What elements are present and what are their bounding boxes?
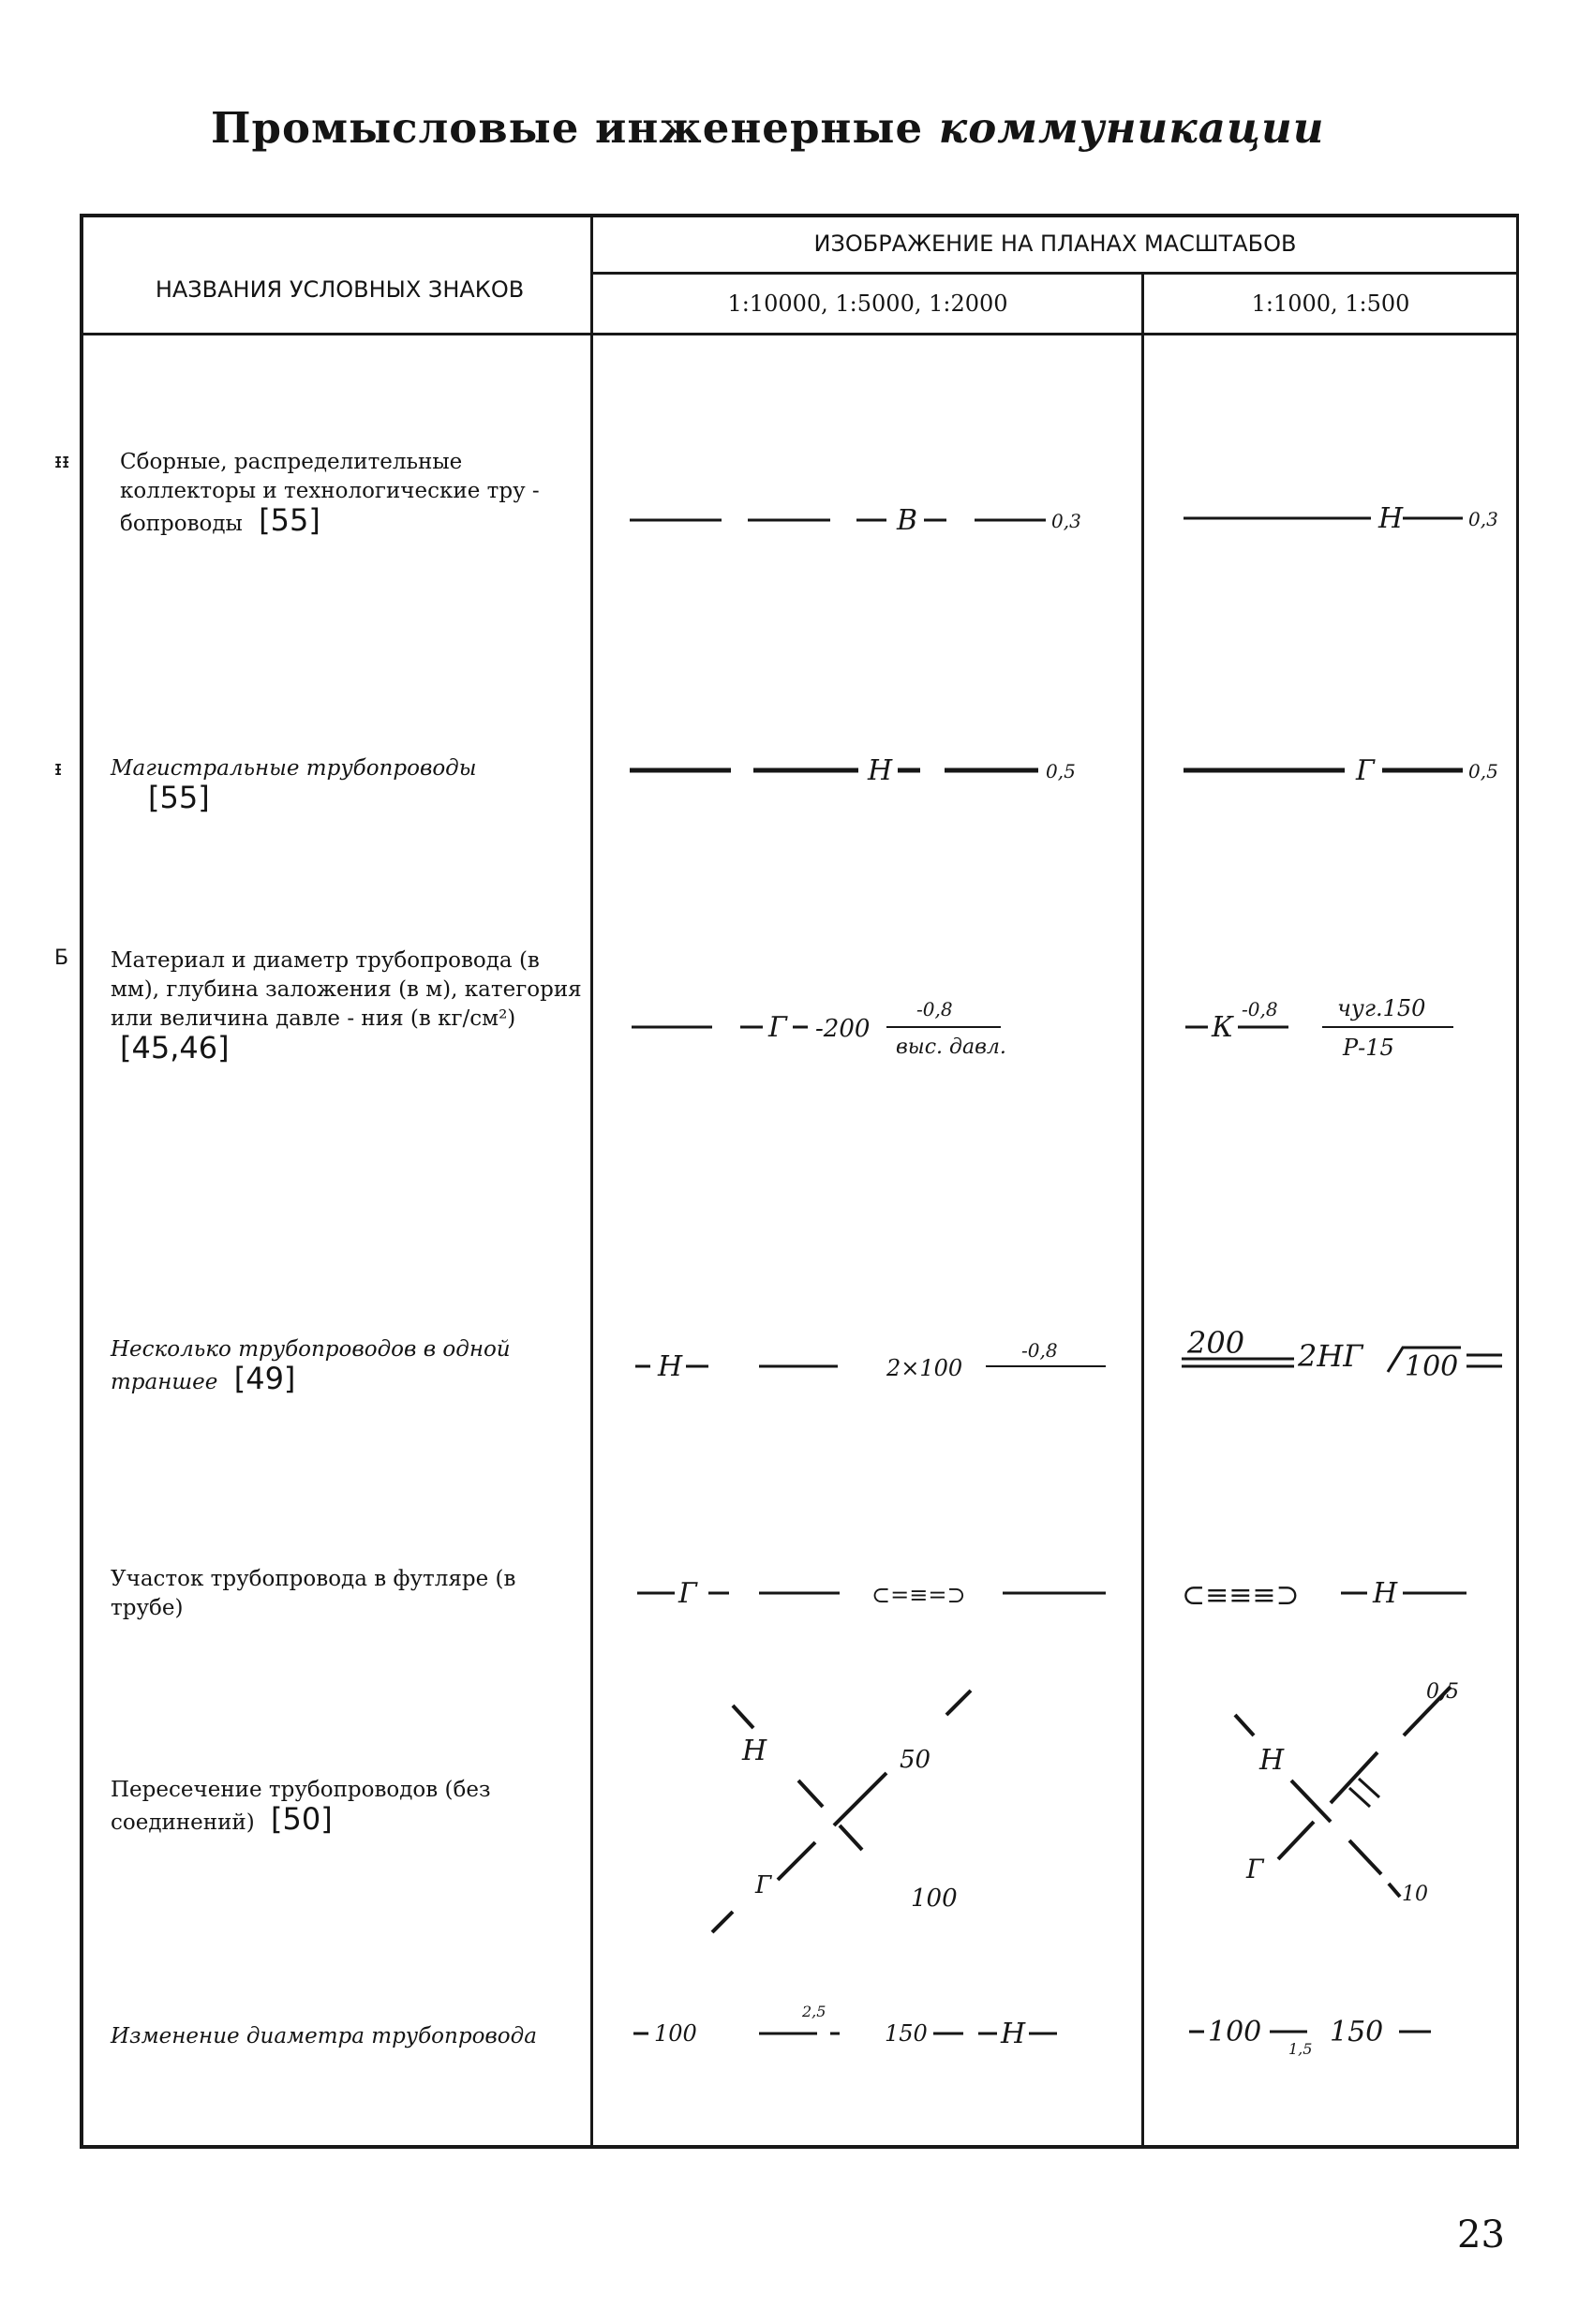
diameter-a: 100 <box>654 2020 697 2047</box>
header-scale-large: 1:1000, 1:500 <box>1251 290 1410 317</box>
row-name: Магистральные трубопроводы <box>111 756 477 781</box>
symbol-material-large <box>1157 984 1513 1068</box>
symbol-several-pipes-small <box>618 1329 1143 1394</box>
title-part-1: Промысловые инженерные <box>211 103 924 153</box>
row-ref: [50] <box>271 1801 333 1837</box>
count-label: 2×100 <box>886 1355 963 1381</box>
margin-mark-1: ᵻᵻ <box>54 450 70 473</box>
depth-label: -0,8 <box>916 998 953 1020</box>
row-name: Сборные, распределительные коллекторы и технологические тру - бопроводы <box>120 450 540 536</box>
diameter-a: 100 <box>1208 2016 1262 2048</box>
margin-mark-3: Б <box>54 946 69 970</box>
symbol-collectors-small <box>618 492 1143 548</box>
diameter-label: -200 <box>815 1015 871 1043</box>
symbol-crossing-large <box>1209 1649 1518 1930</box>
symbol-several-pipes-large <box>1157 1319 1513 1394</box>
symbol-main-pipelines-large <box>1157 742 1513 798</box>
symbol-collectors-large <box>1157 492 1513 548</box>
header-images: ИЗОБРАЖЕНИЕ НА ПЛАНАХ МАСШТАБОВ <box>813 231 1297 257</box>
diameter-b: 150 <box>885 2020 928 2047</box>
row-ref: [49] <box>233 1361 296 1396</box>
casing-symbol: ⊂=≡=⊃ <box>871 1582 966 1608</box>
row-ref: [55] <box>259 502 320 538</box>
depth-label: -0,8 <box>1021 1339 1058 1362</box>
category-label: Р-15 <box>1343 1035 1394 1061</box>
row-label-material-diameter <box>111 946 590 1066</box>
row-label-casing <box>111 1565 590 1623</box>
line-width-note: 0,5 <box>1046 760 1076 782</box>
symbol-letter: Н <box>658 1350 683 1383</box>
letter-a: Н <box>1259 1744 1285 1777</box>
line-width-note: 0,3 <box>1468 508 1498 530</box>
value-a: 0,5 <box>1426 1680 1459 1704</box>
row-name: Несколько трубопроводов в одной траншее <box>111 1337 511 1394</box>
row-label-crossing <box>111 1776 590 1838</box>
diameter-b: 100 <box>911 1885 958 1913</box>
symbol-casing-large <box>1157 1563 1513 1619</box>
column-divider-2 <box>1141 272 1144 2149</box>
row-ref: [45,46] <box>120 1030 230 1065</box>
row-name: Изменение диаметра трубопровода <box>111 2024 537 2048</box>
row-label-several-pipes <box>111 1335 590 1397</box>
symbol-letter: Н <box>1001 2018 1026 2050</box>
diameter-b: 150 <box>1330 2016 1384 2048</box>
symbol-letter: К <box>1212 1011 1234 1044</box>
header-names: НАЗВАНИЯ УСЛОВНЫХ ЗНАКОВ <box>155 276 525 303</box>
header-divider-bottom <box>80 333 1519 335</box>
row-label-diameter-change <box>111 2022 590 2051</box>
row-name: Участок трубопровода в футляре (в трубе) <box>111 1567 516 1620</box>
transition-mark: 1,5 <box>1288 2040 1313 2058</box>
diameter-label: 200 <box>1187 1325 1245 1361</box>
material-label: чуг.150 <box>1337 995 1426 1021</box>
title-part-2: коммуникации <box>938 103 1325 153</box>
diameter-a: 50 <box>900 1746 931 1774</box>
header-scale-small: 1:10000, 1:5000, 1:2000 <box>727 290 1008 317</box>
page-title <box>211 103 1429 153</box>
depth-label: -0,8 <box>1242 998 1278 1020</box>
symbol-letter: Г <box>1356 754 1375 787</box>
symbol-diameter-change-large <box>1157 1996 1513 2062</box>
symbol-letter: Н <box>1373 1577 1398 1610</box>
letter-a: Н <box>742 1735 767 1767</box>
value-b: 10 <box>1402 1883 1428 1906</box>
header-divider-top <box>590 272 1519 275</box>
margin-mark-2: ᵻ <box>54 757 63 781</box>
transition-mark: 2,5 <box>802 2003 826 2020</box>
symbol-letter: Н <box>868 754 893 787</box>
line-width-note: 0,5 <box>1468 760 1498 782</box>
letter-b: Г <box>755 1871 772 1899</box>
diameter-label-2: 100 <box>1405 1350 1459 1383</box>
row-label-main-pipelines <box>111 754 590 816</box>
symbol-diameter-change-small <box>618 1996 1143 2062</box>
symbol-casing-small <box>618 1563 1143 1619</box>
symbol-letter: В <box>897 504 918 537</box>
row-label-collectors <box>120 448 600 539</box>
symbol-letter: Г <box>768 1011 787 1044</box>
pipe-count-label: 2НГ <box>1298 1338 1363 1374</box>
page-number: 23 <box>1457 2213 1505 2257</box>
row-ref: [55] <box>148 780 210 815</box>
symbol-crossing-small <box>675 1677 1012 1940</box>
symbol-letter: Н <box>1378 502 1404 535</box>
letter-b: Г <box>1246 1854 1264 1885</box>
row-name: Пересечение трубопроводов (без соединений) <box>111 1778 491 1835</box>
symbol-material-small <box>618 984 1143 1068</box>
row-name: Материал и диаметр трубопровода (в мм), глубина заложения (в м), категория или величина давле - ния (в кг/см²) <box>111 948 582 1031</box>
pressure-label: выс. давл. <box>896 1035 1006 1059</box>
line-width-note: 0,3 <box>1051 510 1081 532</box>
symbol-letter: Г <box>678 1577 697 1610</box>
casing-symbol: ⊂≡≡≡⊃ <box>1182 1579 1300 1612</box>
symbol-main-pipelines-small <box>618 742 1143 798</box>
